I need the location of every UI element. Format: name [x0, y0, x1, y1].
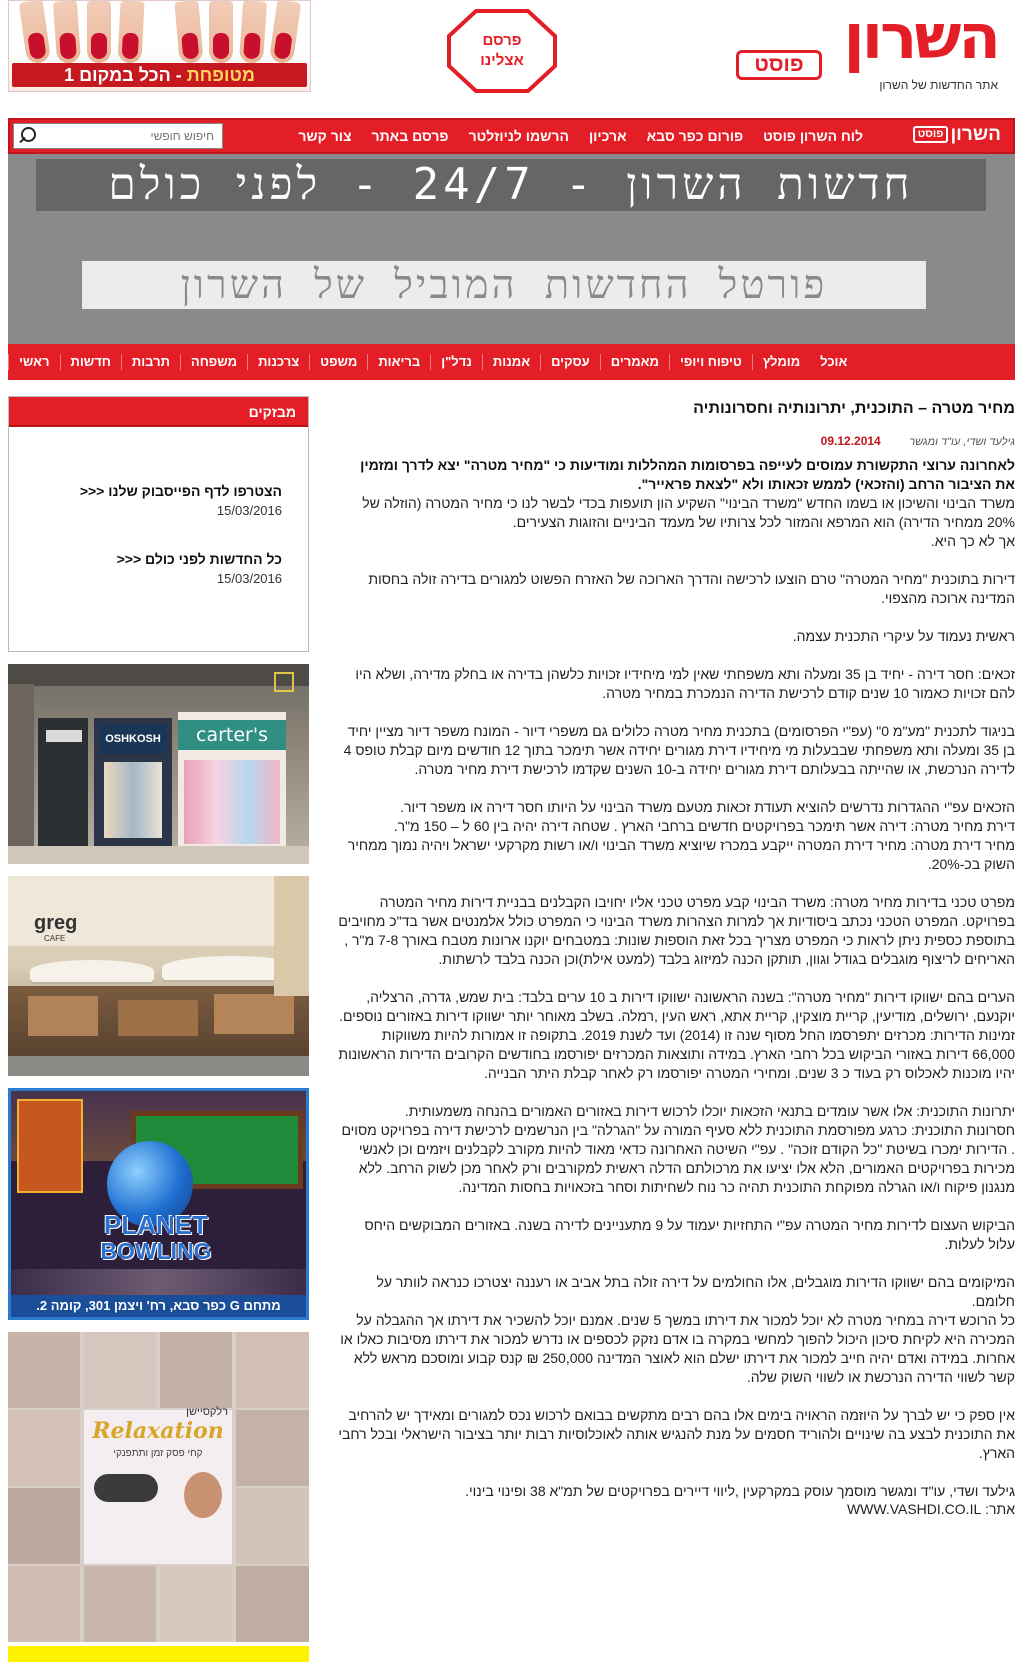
topnav-item-board[interactable]: לוח השרון פוסט — [763, 128, 863, 144]
cat-item-realestate[interactable]: נדל"ן — [430, 354, 482, 370]
news-flash-box — [8, 396, 309, 652]
list-item — [42, 483, 282, 518]
banner-line-2: פורטל החדשות המוביל של השרון — [82, 261, 926, 309]
advertise-with-us-button[interactable] — [446, 8, 558, 94]
news-flash-title: מבזקים — [9, 397, 308, 427]
cat-item-business[interactable]: עסקים — [540, 354, 600, 370]
article-byline: גילעד ושדי, עו"ד ומגשר — [909, 436, 1015, 448]
all-news-link[interactable]: כל החדשות לפני כולם <<< — [116, 551, 282, 567]
paragraph: משרד הבינוי והשיכון או בשמו החדש "משרד הבינוי" השקיע הון תועפות בכדי לבשר לנו כי מחיר המטרה (הוזלה של 20% ממחיר הדירה) הוא המרפא והמזור לכל צרותיו של מעמד הביניים והזוגות הצעירים. — [362, 495, 1015, 530]
logo-main-text: השרון — [843, 0, 998, 73]
paragraph: הערים בהם ישווקו דירות "מחיר מטרה": בשנה הראשונה ישווקו דירות ב 10 ערים בלבד: בית שמש, גדרה, הרצליה, יוקנעם, ירושלים, מודיעין, קריית מוצקין, קריית אתא, ראש העין ,רמלה. בשלב מאוחר יותר ישווקו דירות באזורים נוספים. — [339, 989, 1015, 1024]
cat-item-health[interactable]: בריאות — [367, 354, 430, 370]
author-site — [338, 1501, 1015, 1517]
topnav-item-forum[interactable]: פורום כפר סבא — [646, 128, 744, 144]
search-box — [13, 123, 223, 149]
cat-item-food[interactable]: אוכל — [820, 354, 848, 369]
bowling-address: מתחם G כפר סבא, רח' ויצמן 301, קומה 2. — [11, 1295, 306, 1317]
cat-item-beauty[interactable]: טיפוח ויופי — [669, 354, 752, 370]
topnav-item-newsletter[interactable]: הרשמו לניוזלטר — [468, 128, 569, 144]
cafe-logo: greg — [34, 912, 78, 934]
article-title: מחיר מטרה – התוכנית, יתרונותיה וחסרונותיה — [693, 400, 1015, 417]
top-ad-caption: מטופחת - הכל במקום 1 — [12, 63, 307, 87]
nail-graphic — [174, 0, 203, 64]
cat-item-law[interactable]: משפט — [309, 354, 367, 370]
list-item — [42, 551, 282, 586]
bowling-ad-image[interactable] — [8, 1088, 309, 1320]
cat-item-recommended[interactable]: מומלץ — [752, 354, 810, 370]
topnav-item-advertise[interactable]: פרסם באתר — [371, 128, 449, 144]
bowling-title-2: BOWLING — [100, 1238, 212, 1264]
mall-ad-image[interactable] — [8, 664, 309, 864]
paragraph: מחיר דירת מטרה: מחיר דירת המטרה ייקבע במכרז שיוציא משרד הבינוי ו/או רשות מקרקעי ישראל ויהיה נמוך ממחיר השוק בכ-20%. — [347, 837, 1015, 872]
paragraph: יתרונות התוכנית: אלו אשר עומדים בתנאי הזכאות יוכלו לרכוש דירות באזורים האמורים בהנחה משמעותית. — [404, 1103, 1015, 1119]
cat-item-culture[interactable]: תרבות — [121, 354, 180, 370]
relax-heb: רלקסיישן — [186, 1406, 228, 1418]
nail-graphic — [87, 1, 111, 63]
search-input[interactable] — [38, 125, 218, 147]
store-sign: carter's — [178, 720, 286, 750]
store-sign: OSHKOSH — [99, 724, 167, 754]
paragraph: דירת מחיר מטרה: דירה אשר תימכר בפרויקטים חדשים ברחבי הארץ . שטחה דירה יהיה בין 60 ל – 150 מ"ר. — [393, 818, 1015, 834]
relax-sub: קחי פסק זמן ותתפנקי — [113, 1448, 203, 1459]
author-note: גילעד ושדי, עו"ד ומגשר מוסמך עוסק במקרקעין ,ליווי דיירים בפרויקטים של תמ"א 38 ופינוי בינוי. — [465, 1483, 1015, 1499]
cat-item-art[interactable]: אמנות — [482, 354, 540, 370]
item-date: 15/03/2016 — [216, 503, 282, 518]
search-icon[interactable] — [16, 125, 38, 147]
relax-title: Relaxation — [92, 1418, 224, 1444]
nail-graphic — [239, 0, 267, 64]
topnav-item-archive[interactable]: ארכיון — [588, 128, 627, 144]
relaxation-ad-image[interactable] — [8, 1332, 309, 1642]
nail-graphic — [269, 0, 301, 64]
article-meta — [338, 432, 1015, 450]
logo-post-box: פוסט — [736, 50, 822, 80]
paragraph: אך לא כך היא. — [930, 533, 1015, 549]
cat-item-news[interactable]: חדשות — [60, 354, 121, 370]
paragraph: הזכאים עפ"י ההגדרות נדרשים להוציא תעודת זכאות מטעם משרד הבינוי על היותו חסר דירה או משפר דיור. — [400, 799, 1015, 815]
advertise-line1: פרסם — [482, 32, 522, 49]
advertise-line2: אצלינו — [480, 52, 524, 69]
banner-line-1: חדשות השרון - 24/7 - לפני כולם — [36, 159, 986, 211]
yellow-strip — [8, 1646, 309, 1662]
item-date: 15/03/2016 — [216, 571, 282, 586]
cat-item-consumer[interactable]: צרכנות — [247, 354, 309, 370]
nail-graphic — [19, 0, 51, 64]
article — [338, 400, 1015, 1517]
article-date: 09.12.2014 — [820, 434, 881, 448]
headline-banner — [8, 154, 1015, 344]
paragraph: זכאים: חסר דירה - יחיד בן 35 ומעלה ותא משפחתי שאין למי מיחידיו זכויות כלשהן בדירה או בחלק מדירה, ושלא היו להם זכויות כאמור 10 שנים קודם לרכישת הדירה הנמכרת במחיר מטרה. — [355, 666, 1015, 701]
site-url-link[interactable]: WWW.VASHDI.CO.IL — [846, 1501, 982, 1517]
logo-tagline: אתר החדשות של השרון — [879, 78, 998, 92]
topnav-item-contact[interactable]: צור קשר — [298, 128, 352, 144]
cat-item-articles[interactable]: מאמרים — [600, 354, 669, 370]
paragraph: ראשית נעמוד על עיקרי התכנית עצמה. — [792, 628, 1015, 644]
nail-graphic — [53, 0, 81, 64]
paragraph: כל הרוכש דירה במחיר מטרה לא יוכל למכור את דירתו במשך 5 שנים. אמנם יוכל להשכיר את דירתו אך ההגבלה על המכירה היא לקיחת סיכון היכול להפוך למחשי במקרה בו אדם נזקק לכספים או נדרש למכור את דירתו מסיבות כאלו או אחרות. במידה ואדם יהיה חייב למכור את דירתו ישלם הוא לאוצר המדינה 250,000 ₪ קנס קבוע ומוסכם מראש ללא קשר לשווי הדירה הנרכשת או לשווי השוק שלה. — [340, 1312, 1015, 1385]
cafe-sub: CAFE — [44, 934, 66, 943]
article-lead: לאחרונה ערוצי התקשורת עמוסים לעייפה בפרסומות המהללות ומודיעות כי "מחיר מטרה" יצא לדרך ומזמין את הציבור הרחב (והזכאי) לממש זכאותו ולא "לצאת פראייר". — [360, 457, 1015, 492]
bowling-title-1: PLANET — [104, 1210, 208, 1240]
facebook-link[interactable]: הצטרפו לדף הפייסבוק שלנו <<< — [79, 483, 282, 499]
paragraph: מפרט טכני בדירות מחיר מטרה: משרד הבינוי קבע מפרט טכני אליו יחויבו הקבלנים בבניית דירות מחיר המטרה בפרויקט. המפרט הטכני נכתב ביסודיות אך למרות הצהרות משרד הבינוי כי המפרט כולל אלמנטים אשר בד"כ מחויבים בתוספת כספית ניתן לראות כי המפרט מצריך בכל זאת הוספות שונות: במטבחים יוקנו ארונות מטבח באורך 7-8 מ"ר , האריחים לריצוף מוגבלים בגודל וגוון, תותקן הכנה למיזוג בלבד (למעט אילת)וכן הכנה בלבד לרשתות. — [338, 894, 1015, 967]
paragraph: אין ספק כי יש לברך על היוזמה הראויה בימים אלו בהם רבים מתקשים בבואם לרכוש נכס למגורים ומאידך יש להרחיב את התוכנית לבצע בה שינויים ולהוריד חסמים על מנת להנגיש אותה לאוכלוסיות רבות יותר בציבור הישראלי ובכל רחבי הארץ. — [338, 1407, 1015, 1461]
paragraph: חסרונות התוכנית: כרגע מפורסמת התוכנית ללא סעיף המורה על "הגרלה" בין הנרשמים לרכישת דירה בפרויקט מסוים . הדירות ימכרו בשיטת "כל הקודם זוכה" . עפ"י השיטה האחרונה כדאי מאוד להיות מקורב לקבלנים ויזמים וכן לאנשי מכירות בפרויקטים האמורים, הלא אלו יציעו את מרכולתם הדלה ראשית למקורבים ורק לאחר מכן לשוק הרחב. ללא מנגנון פיקוח ו/או הגרלה מפוקחת התוכנית תהיה כר נוח לשחיתות וסחר בזכאויות בחסות המדינה. — [341, 1122, 1015, 1195]
paragraph: הביקוש העצום לדירות מחיר המטרה עפ"י התחזיות יעמוד על 9 מתעניינים לדירה בשנה. באזורים המבוקשים היחס עלול לעלות. — [364, 1217, 1015, 1252]
site-logo[interactable] — [736, 0, 998, 92]
cat-item-family[interactable]: משפחה — [180, 354, 247, 370]
top-banner-ad[interactable] — [8, 0, 311, 92]
site-label: אתר: — [985, 1501, 1015, 1517]
nail-graphic — [209, 1, 233, 63]
category-navigation — [8, 344, 1015, 380]
paragraph: דירות בתוכנית "מחיר המטרה" טרם הוצעו לרכישה והדרך הארוכה של האזרח הפשוט למגורים בדירה זולה בחסות המדינה ארוכה מהצפוי. — [368, 571, 1015, 606]
topnav-logo[interactable]: השרוןפוסט — [913, 124, 1001, 146]
nail-graphic — [117, 0, 144, 63]
cafe-ad-image[interactable] — [8, 876, 309, 1076]
paragraph: בניגוד לתכנית "מע"מ 0" (עפ"י הפרסומים) בתכנית מחיר מטרה כלולים גם משפרי דיור - המונח משפר דיור מציין יחיד בן 35 ומעלה ותא משפחתי שבבעלות מי מיחידיו דירת מגורים יחידה אשר תימכר בתוך 12 חודשים מיום קבלת טופס 4 לדירה הנרכשת, או שהייתה בבעלותם דירת מגורים יחידה ב-10 השנים שקדמו לרכישת דירת מחיר מטרה. — [343, 723, 1015, 777]
topnav-items — [288, 120, 873, 152]
top-navigation — [8, 118, 1015, 154]
paragraph: זמינות הדירות: מכרזים יתפרסמו החל מסוף שנה זו (2014) ועד לשנת 2019. בתקופה זו אמורות להיות משווקות 66,000 דירות באזורי הביקוש בכל רחבי הארץ. במידה ותוצאות המכרזים יפורסמו בחודשים הקרובים הדירות הראשונות יהיו מוכנות לאכלוס רק בעוד כ 3 שנים. ומחירי המטרה יפורסמו רק לאחר קבלת היתר הבנייה. — [338, 1027, 1015, 1081]
cat-item-home[interactable]: ראשי — [8, 354, 60, 370]
paragraph: המיקומים בהם ישווקו הדירות מוגבלים, אלו החולמים על דירה זולה בתל אביב או רעננה יצטרכו כנראה לוותר על חלומם. — [376, 1274, 1015, 1309]
